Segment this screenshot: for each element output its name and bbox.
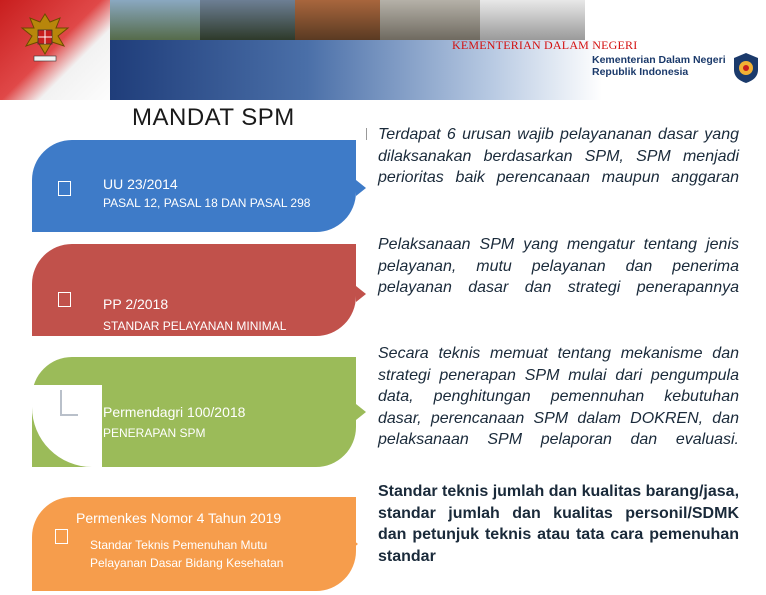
bracket-icon	[60, 390, 78, 416]
card-subtitle: STANDAR PELAYANAN MINIMAL	[103, 319, 287, 333]
kemendagri-logo-text: Kementerian Dalam Negeri Republik Indonesia	[592, 54, 726, 78]
card-title: Permenkes Nomor 4 Tahun 2019	[76, 510, 282, 526]
card-title: UU 23/2014	[103, 176, 178, 192]
card-arrow	[356, 404, 366, 420]
checkbox-icon	[58, 181, 71, 196]
card-subtitle: Standar Teknis Pemenuhan Mutu	[90, 538, 268, 552]
card-title: Permendagri 100/2018	[103, 404, 246, 420]
card-subtitle: PASAL 12, PASAL 18 DAN PASAL 298	[103, 196, 311, 210]
header-banner	[0, 0, 766, 100]
card-uu-23-2014[interactable]	[32, 140, 356, 232]
checkbox-icon	[58, 292, 71, 307]
card-subtitle: PENERAPAN SPM	[103, 426, 206, 440]
card-arrow	[356, 286, 366, 302]
card-subtitle: Pelayanan Dasar Bidang Kesehatan	[90, 556, 284, 570]
garuda-emblem-icon	[14, 8, 76, 70]
header-label: KEMENTERIAN DALAM NEGERI	[452, 38, 638, 52]
photo-strip	[110, 0, 585, 40]
description-permendagri: Secara teknis memuat tentang mekanisme dan strategi penerapan SPM mulai dari pengumpula data, penghitungan pemennuhan kebutuhan dasar, perencanaan SPM dalam DOKREN, dan pelaksanaan SPM pelaporan dan evaluasi.	[378, 345, 739, 449]
card-arrow	[348, 536, 358, 552]
card-title: PP 2/2018	[103, 296, 169, 312]
bullet-marker	[366, 128, 367, 140]
description-uu: Terdapat 6 urusan wajib pelayananan dasar yang dilaksanakan berdasarkan SPM, SPM menjadi perioritas baik perencanaan maupun anggaran	[378, 126, 739, 187]
page-title: MANDAT SPM	[132, 104, 295, 131]
card-arrow	[356, 180, 366, 196]
checkbox-icon	[55, 529, 68, 544]
description-pp: Pelaksanaan SPM yang mengatur tentang jenis pelayanan, mutu pelayanan dan penerima pelayanan dasar dan strategi penerapannya	[378, 236, 739, 297]
kemendagri-logo-icon	[732, 52, 760, 84]
description-permenkes: Standar teknis jumlah dan kualitas barang/jasa, standar jumlah dan kualitas personil/SDMK dan petunjuk teknis atau tata cara pemenuhan standar	[378, 483, 740, 565]
